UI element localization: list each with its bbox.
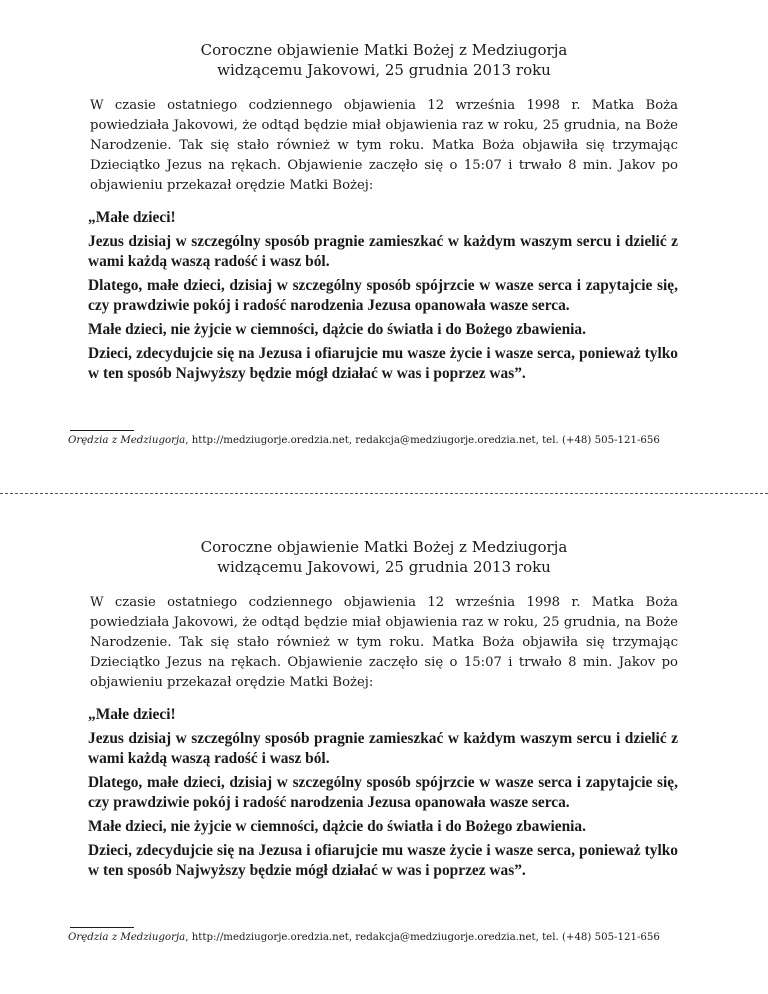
cut-line-divider [0,493,768,494]
footnote-source: Orędzia z Medziugorja [68,435,186,446]
title-line-1: Coroczne objawienie Matki Bożej z Medziugorja [200,41,568,59]
message-paragraph: Dzieci, zdecydujcie się na Jezusa i ofiarujcie mu wasze życie i wasze serca, ponieważ tylko w ten sposób Najwyższy będzie mógł działać w was i poprzez was”. [88,345,678,382]
title-line-2: widzącemu Jakovowi, 25 grudnia 2013 roku [217,61,551,79]
footnote-rule [70,927,134,928]
message-paragraph: Jezus dzisiaj w szczególny sposób pragnie zamieszkać w każdym waszym sercu i dzielić z wami każdą waszą radość i wasz ból. [88,233,678,270]
message-greeting: „Małe dzieci! [88,209,176,226]
title-line-1: Coroczne objawienie Matki Bożej z Medziugorja [200,538,568,556]
message-paragraph: Dzieci, zdecydujcie się na Jezusa i ofiarujcie mu wasze życie i wasze serca, ponieważ tylko w ten sposób Najwyższy będzie mógł działać w was i poprzez was”. [88,842,678,879]
title-line-2: widzącemu Jakovowi, 25 grudnia 2013 roku [217,558,551,576]
intro-paragraph: W czasie ostatniego codziennego objawienia 12 września 1998 r. Matka Boża powiedziała Jakovowi, że odtąd będzie miał objawienia raz w roku, 25 grudnia, na Boże Narodzenie. Tak się stało również w tym roku. Matka Boża objawiła się trzymając Dzieciątko Jezus na rękach. Objawienie zaczęło się o 15:07 i trwało 8 min. Jakov po objawieniu przekazał orędzie Matki Bożej: [90,98,678,193]
message-block [88,208,678,388]
footnote-contact: , http://medziugorje.oredzia.net, redakcja@medziugorje.oredzia.net, tel. (+48) 505-121-656 [185,435,660,446]
message-greeting: „Małe dzieci! [88,706,176,723]
message-paragraph: Dlatego, małe dzieci, dzisiaj w szczególny sposób spójrzcie w wasze serca i zapytajcie się, czy prawdziwie pokój i radość narodzenia Jezusa opanowała wasze serca. [88,277,678,314]
footnote-contact: , http://medziugorje.oredzia.net, redakcja@medziugorje.oredzia.net, tel. (+48) 505-121-656 [185,932,660,943]
message-paragraph: Dlatego, małe dzieci, dzisiaj w szczególny sposób spójrzcie w wasze serca i zapytajcie się, czy prawdziwie pokój i radość narodzenia Jezusa opanowała wasze serca. [88,774,678,811]
footnote [68,931,708,945]
message-block [88,705,678,885]
document-title [0,537,768,577]
message-paragraph: Małe dzieci, nie żyjcie w ciemności, dążcie do światła i do Bożego zbawienia. [88,818,586,835]
footnote [68,434,708,448]
intro-paragraph: W czasie ostatniego codziennego objawienia 12 września 1998 r. Matka Boża powiedziała Jakovowi, że odtąd będzie miał objawienia raz w roku, 25 grudnia, na Boże Narodzenie. Tak się stało również w tym roku. Matka Boża objawiła się trzymając Dzieciątko Jezus na rękach. Objawienie zaczęło się o 15:07 i trwało 8 min. Jakov po objawieniu przekazał orędzie Matki Bożej: [90,595,678,690]
leaflet-bottom [0,497,768,994]
document-title [0,40,768,80]
message-paragraph: Jezus dzisiaj w szczególny sposób pragnie zamieszkać w każdym waszym sercu i dzielić z wami każdą waszą radość i wasz ból. [88,730,678,767]
footnote-source: Orędzia z Medziugorja [68,932,186,943]
message-paragraph: Małe dzieci, nie żyjcie w ciemności, dążcie do światła i do Bożego zbawienia. [88,321,586,338]
footnote-rule [70,430,134,431]
